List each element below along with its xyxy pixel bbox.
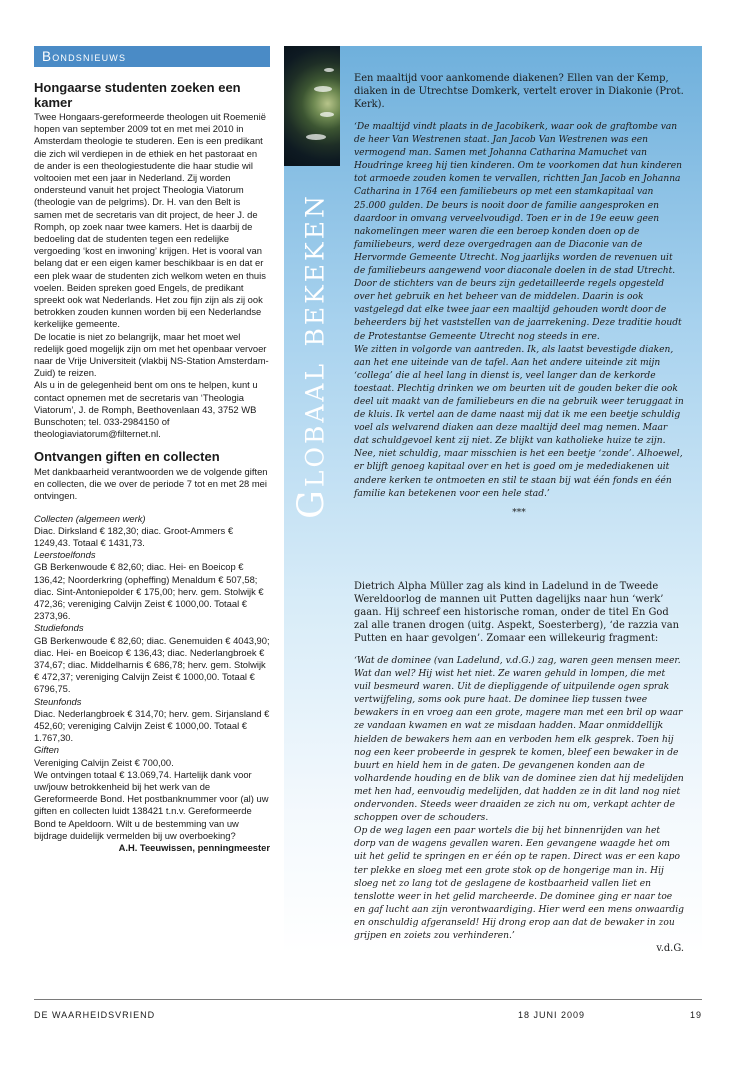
intro2-paragraph: Dietrich Alpha Müller zag als kind in Ladelund in de Tweede Wereldoorlog de mannen uit Putten dagelijks naar hun ‘werk’ gaan. Hij schreef een historische roman, onder de titel En God zal alle tranen drogen (uitg. Aspekt, Soesterberg), ‘de razzia van Putten en haar gevolgen’. Zomaar een willekeurig fragment: <box>354 581 679 644</box>
section-tag: Bondsnieuws <box>34 46 270 67</box>
article1-body <box>34 111 270 440</box>
section-divider: *** <box>512 507 526 518</box>
article2-closing: We ontvingen totaal € 13.069,74. Hartelijk dank voor uw/jouw betrokkenheid bij het werk van de Gereformeerde Bond. Het postbanknummer voor (al) uw giften en collecten luidt 138421 t.n.v. Gereformeerde Bond te Apeldoorn. Wilt u de bestemming van uw bijdrage duidelijk vermelden bij uw overboeking? <box>34 768 269 841</box>
fund-text: GB Berkenwoude € 82,60; diac. Genemuiden € 4043,90; diac. Hei- en Boeicop € 136,43; diac. Nederlangbroek € 374,67; diac. Middelharnis € 686,78; herv. gem. Stolwijk € 472,37; vereniging Calvijn Zeist € 1000,00. Totaal € 6796,75. <box>34 634 270 695</box>
quote-paragraph: We zitten in volgorde van aantreden. Ik, als laatst bevestigde diaken, aan het ene uiteinde van de tafel. Aan het andere uiteinde zit mijn ‘collega’ die al heel lang in dienst is, veel langer dan de kerkorde toestaat. Plechtig drinken we om beurten uit de gouden beker die ook deel uit maakt van de familiebeurs en die na gebruik weer teruggaat in de kluis. Ik vertel aan de dame naast mij dat ik me een beetje schuldig voel als welvarend diaken aan deze maaltijd deel mag nemen. Maar dat schuldgevoel kent zij niet. Ze blijkt van katholieke huize te zijn. Nee, niet schuldig, maar misschien is het een beetje ‘zonde’. Alhoewel, er blijft genoeg kapitaal over en het is goed om je medediakenen uit andere kerken te ontmoeten en stil te staan bij wat één fonds en één familie kan betekenen voor een hele stad.’ <box>354 344 684 499</box>
column-signature: v.d.G. <box>656 943 684 955</box>
article1-title: Hongaarse studenten zoeken een kamer <box>34 80 241 110</box>
fund-text: Diac. Dirksland € 182,30; diac. Groot-Ammers € 1249,43. Totaal € 1431,73. <box>34 524 234 548</box>
quote-paragraph: Op de weg lagen een paar wortels die bij het binnenrijden van het dorp van de wagens gevallen waren. Een gevangene waagde het om uit het gelid te springen en er één op te rapen. Direct was er een kapo ter plekke en sloeg met een grote stok op de hongerige man in. Hij sloeg net zo lang tot de geslagene de kostbaarheid vallen liet en tenslotte weer in het gelid marcheerde. De dominee ging er naar toe en gaf lucht aan zijn verontwaardiging. Hier werd een mens onwaardig en onschuldig afgeranseld! Hij drong erop aan dat de bewaker in zou grijpen en zoiets zou verhinderen.’ <box>354 826 684 941</box>
fund-label: Giften <box>34 744 60 756</box>
article2-intro: Met dankbaarheid verantwoorden we de volgende giften en collecten, die we over de periode 7 tot en met 28 mei ontvingen. <box>34 465 268 502</box>
article1-paragraph: Twee Hongaars-gereformeerde theologen uit Roemenië hopen van september 2009 tot en met mei 2010 in Amsterdam theologie te studeren. Een is een predikant die zich wil verdiepen in de ethiek en het pastoraat en de ander is een theologiestudente die haar studie wil voltooien met een jaar in Nederland. Zij worden ondersteund vanuit het project Theologia Viatorum (theologie van de pelgrims). Dr. H. van den Belt is samen met de secretaris van dit project, de heer J. de Romph, op zoek naar twee kamers. Het is daarbij de bedoeling dat de studenten tegen een redelijke vergoeding ‘kost en inwoning’ krijgen. Het is vooral van belang dat er een eigen kamer beschikbaar is en dat er een plek waar de studenten zich welkom weten en thuis voelen. Beiden spreken goed Engels, de predikant spreekt ook wat Nederlands. Het zou fijn zijn als zij ook betrokken zouden kunnen worden bij een Nederlandse kerkelijke gemeente. <box>34 111 266 330</box>
footer-rule <box>34 999 702 1000</box>
earth-globe-image <box>284 46 340 166</box>
column-title-vertical <box>288 193 336 519</box>
footer-date: 18 JUNI 2009 <box>518 1010 586 1020</box>
quote-paragraph: ‘Wat de dominee (van Ladelund, v.d.G.) zag, waren geen mensen meer. Wat dan wel? Hij wist het niet. Ze waren gehuld in lompen, die met vuil besmeurd waren. Uit de diepliggende of uitpuilende ogen sprak vertwijfeling, soms ook pure haat. De dominee liep tussen twee bewakers in en vroeg aan een grote, magere man met een bril op waar ze vandaan kwamen en wat ze misdaan hadden. Maar onmiddellijk hielden de bewakers hem aan en verboden hem elk gesprek. Toen hij nog een keer probeerde in gesprek te komen, bleef een bewaker in de buurt en hield hem in de gaten. De gevangenen konden aan de volhardende houding en de blik van de dominee zien dat hij medelijden met hen had, eenvoudig medelijden, dat hadden ze in dit land nog niet ondervonden. Steeds weer draaiden ze zich nu om, verkapt achter de schoppen over de schouders. <box>354 656 684 824</box>
right-column-text-lower <box>354 580 684 954</box>
fund-label: Collecten (algemeen werk) <box>34 512 146 524</box>
article2-title: Ontvangen giften en collecten <box>34 449 220 465</box>
fund-text: Vereniging Calvijn Zeist € 700,00. <box>34 756 174 768</box>
article2-signature: A.H. Teeuwissen, penningmeester <box>118 842 270 854</box>
intro-paragraph: Een maaltijd voor aankomende diakenen? Ellen van der Kemp, diaken in de Utrechtse Domkerk, vertelt erover in Diakonie (Prot. Kerk). <box>354 73 684 110</box>
fund-label: Steunfonds <box>34 695 82 707</box>
fund-text: Diac. Nederlangbroek € 314,70; herv. gem. Sirjansland € 452,60; vereniging Calvijn Zeist € 1000,00. Totaal € 1.767,30. <box>34 707 270 744</box>
column-title: Globaal bekeken <box>291 193 333 519</box>
article2-body <box>34 466 270 854</box>
footer-page-number: 19 <box>690 1010 703 1020</box>
article1-paragraph: Als u in de gelegenheid bent om ons te helpen, kunt u contact opnemen met de secretaris van ‘Theologia Viatorum’, J. de Romph, Beethovenlaan 43, 3752 WB Bunschoten; tel. 033-2984150 of theologiaviatorum@filternet.nl. <box>34 379 258 440</box>
fund-label: Studiefonds <box>34 622 84 634</box>
fund-label: Leerstoelfonds <box>34 549 96 561</box>
footer-publication: DE WAARHEIDSVRIEND <box>34 1010 156 1020</box>
article1-paragraph: De locatie is niet zo belangrijk, maar het moet wel redelijk goed mogelijk zijn om met het openbaar vervoer naar de Vrije Universiteit (vlakbij NS-Station Amsterdam-Zuid) te reizen. <box>34 330 269 379</box>
quote-paragraph: ‘De maaltijd vindt plaats in de Jacobikerk, waar ook de graftombe van de heer Van Westrenen staat. Jan Jacob Van Westrenen was een vermogend man. Samen met Johanna Catharina Mamuchet van Houdringe kreeg hij tien kinderen. Om te voorkomen dat hun kinderen tot armoede zouden komen te vervallen, richtten Jan Jacob en Johanna Catharina in 1764 een familiebeurs op met een stamkapitaal van 25.000 gulden. De beurs is nooit door de familie aangesproken en daardoor in omvang verveelvoudigd. Toen er in de 19e eeuw geen nakomelingen meer waren die een beroep konden doen op de familiebeurs, werd deze overgedragen aan de Diaconie van de Hervormde Gemeente Utrecht. Nog jaarlijks worden de revenuen uit de familiebeurs aangewend voor diaconale doelen in de stad Utrecht. Door de stichters van de beurs zijn gedetailleerde regels opgesteld over het gebruik en het beheer van de middelen. Daarin is ook vastgelegd dat elke twee jaar een maaltijd gehouden wordt door de beheerders bij het vaststellen van de jaarrekening. Deze traditie houdt de Protestantse Gemeente Utrecht nog steeds in ere. <box>354 122 683 342</box>
fund-text: GB Berkenwoude € 82,60; diac. Hei- en Boeicop € 136,42; Noorderkring (opheffing) Menaldum € 507,58; diac. Sint-Antoniepolder € 175,00; herv. gem. Stolwijk € 472,36; vereniging Calvijn Zeist € 1000,00. Totaal € 2373,96. <box>34 561 264 622</box>
right-column-text <box>354 72 684 526</box>
left-column <box>34 46 270 854</box>
